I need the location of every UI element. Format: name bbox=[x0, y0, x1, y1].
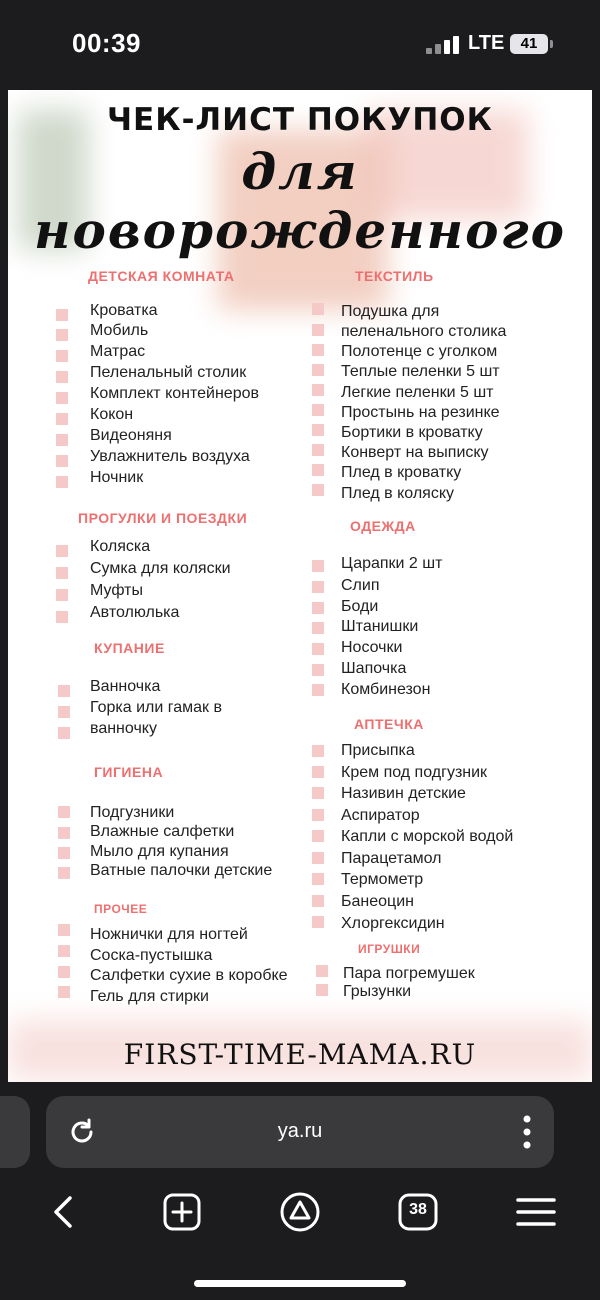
checkbox[interactable] bbox=[58, 706, 70, 718]
section-heading: ПРОЧЕЕ bbox=[94, 902, 148, 916]
checkbox[interactable] bbox=[312, 916, 324, 928]
checkbox[interactable] bbox=[56, 434, 68, 446]
list-item: Автолюлька bbox=[90, 604, 180, 621]
list-item: Кокон bbox=[90, 406, 134, 423]
checkbox[interactable] bbox=[56, 309, 68, 321]
checkbox[interactable] bbox=[56, 413, 68, 425]
checkbox[interactable] bbox=[312, 602, 324, 614]
list-item: Парацетамол bbox=[341, 850, 442, 867]
menu-icon[interactable] bbox=[514, 1190, 558, 1234]
checkbox[interactable] bbox=[58, 966, 70, 978]
checkbox[interactable] bbox=[58, 827, 70, 839]
checkbox[interactable] bbox=[312, 622, 324, 634]
new-tab-icon[interactable] bbox=[160, 1190, 204, 1234]
list-item: Хлоргексидин bbox=[341, 915, 445, 932]
signal-icon bbox=[426, 36, 460, 54]
section-heading: ГИГИЕНА bbox=[94, 764, 164, 780]
list-item: Ножнички для ногтей bbox=[90, 926, 248, 943]
list-item: Мыло для купания bbox=[90, 843, 229, 860]
checkbox[interactable] bbox=[58, 727, 70, 739]
list-item: Ночник bbox=[90, 469, 144, 486]
list-item: Соска-пустышка bbox=[90, 947, 213, 964]
list-item: Влажные салфетки bbox=[90, 823, 235, 840]
checkbox[interactable] bbox=[312, 664, 324, 676]
checkbox[interactable] bbox=[312, 324, 324, 336]
checkbox[interactable] bbox=[316, 984, 328, 996]
checkbox[interactable] bbox=[312, 643, 324, 655]
list-item: Видеоняня bbox=[90, 427, 172, 444]
checkbox[interactable] bbox=[312, 852, 324, 864]
checkbox[interactable] bbox=[312, 745, 324, 757]
list-item: Аспиратор bbox=[341, 807, 420, 824]
list-item: Салфетки сухие в коробке bbox=[90, 967, 288, 984]
home-indicator[interactable] bbox=[194, 1280, 406, 1287]
checkbox[interactable] bbox=[312, 809, 324, 821]
checkbox[interactable] bbox=[312, 873, 324, 885]
checklist-subtitle: для новорожденного bbox=[34, 142, 566, 260]
checkbox[interactable] bbox=[56, 589, 68, 601]
list-item: Носочки bbox=[341, 639, 403, 656]
checkbox[interactable] bbox=[56, 567, 68, 579]
section-heading: ОДЕЖДА bbox=[350, 518, 416, 534]
checkbox[interactable] bbox=[58, 847, 70, 859]
checkbox[interactable] bbox=[312, 444, 324, 456]
checkbox[interactable] bbox=[56, 611, 68, 623]
list-item: Пара погремушек bbox=[343, 965, 475, 982]
checkbox[interactable] bbox=[56, 350, 68, 362]
checkbox[interactable] bbox=[312, 581, 324, 593]
checkbox[interactable] bbox=[58, 867, 70, 879]
checkbox[interactable] bbox=[56, 455, 68, 467]
list-item: Боди bbox=[341, 598, 379, 615]
list-item: Увлажнитель воздуха bbox=[90, 448, 250, 465]
list-item: Теплые пеленки 5 шт bbox=[341, 363, 500, 380]
checkbox[interactable] bbox=[58, 806, 70, 818]
list-item: Муфты bbox=[90, 582, 143, 599]
status-time: 00:39 bbox=[72, 28, 141, 58]
more-options-icon[interactable] bbox=[522, 1114, 532, 1150]
list-item: Штанишки bbox=[341, 618, 419, 635]
checkbox[interactable] bbox=[312, 364, 324, 376]
list-item: Комбинезон bbox=[341, 681, 431, 698]
checkbox[interactable] bbox=[312, 787, 324, 799]
list-item: Подушка для bbox=[341, 303, 440, 320]
section-heading: КУПАНИЕ bbox=[94, 640, 165, 656]
list-item: Коляска bbox=[90, 538, 151, 555]
list-item: ванночку bbox=[90, 720, 157, 737]
list-item: Подгузники bbox=[90, 804, 175, 821]
list-item: Комплект контейнеров bbox=[90, 385, 259, 402]
list-item: Матрас bbox=[90, 343, 146, 360]
checkbox[interactable] bbox=[58, 945, 70, 957]
list-item: Царапки 2 шт bbox=[341, 555, 443, 572]
checkbox[interactable] bbox=[58, 685, 70, 697]
list-item: Присыпка bbox=[341, 742, 415, 759]
checklist-title: ЧЕК-ЛИСТ ПОКУПОК bbox=[107, 102, 493, 138]
list-item: Шапочка bbox=[341, 660, 407, 677]
checkbox[interactable] bbox=[56, 392, 68, 404]
section-heading: ПРОГУЛКИ И ПОЕЗДКИ bbox=[78, 510, 248, 526]
section-heading: ИГРУШКИ bbox=[358, 942, 421, 956]
list-item: Ватные палочки детские bbox=[90, 862, 273, 879]
list-item: Кроватка bbox=[90, 302, 158, 319]
list-item: пеленального столика bbox=[341, 323, 507, 340]
list-item: Гель для стирки bbox=[90, 988, 209, 1005]
list-item: Банеоцин bbox=[341, 893, 414, 910]
tab-count: 38 bbox=[409, 1201, 427, 1218]
checkbox[interactable] bbox=[312, 560, 324, 572]
list-item: Полотенце с уголком bbox=[341, 343, 498, 360]
list-item: Грызунки bbox=[343, 983, 412, 1000]
previous-tab-peek[interactable] bbox=[0, 1096, 30, 1168]
checkbox[interactable] bbox=[56, 371, 68, 383]
list-item: Простынь на резинке bbox=[341, 404, 500, 421]
list-item: Горка или гамак в bbox=[90, 699, 222, 716]
tabs-counter[interactable] bbox=[396, 1190, 440, 1234]
section-heading: ДЕТСКАЯ КОМНАТА bbox=[88, 268, 235, 284]
back-icon[interactable] bbox=[42, 1190, 86, 1234]
network-type: LTE bbox=[468, 32, 505, 54]
section-heading: ТЕКСТИЛЬ bbox=[355, 268, 434, 284]
checkbox[interactable] bbox=[312, 464, 324, 476]
list-item: Конверт на выписку bbox=[341, 444, 489, 461]
checkbox[interactable] bbox=[58, 924, 70, 936]
alice-assistant-icon[interactable] bbox=[278, 1190, 322, 1234]
list-item: Плед в коляску bbox=[341, 485, 455, 502]
checkbox[interactable] bbox=[316, 965, 328, 977]
list-item: Термометр bbox=[341, 871, 424, 888]
list-item: Легкие пеленки 5 шт bbox=[341, 384, 494, 401]
checkbox[interactable] bbox=[56, 476, 68, 488]
list-item: Мобиль bbox=[90, 322, 149, 339]
list-item: Плед в кроватку bbox=[341, 464, 462, 481]
list-item: Ванночка bbox=[90, 678, 161, 695]
checkbox[interactable] bbox=[312, 344, 324, 356]
site-watermark: FIRST-TIME-MAMA.RU bbox=[123, 1038, 477, 1071]
checkbox[interactable] bbox=[312, 684, 324, 696]
section-heading: АПТЕЧКА bbox=[354, 716, 424, 732]
checkbox[interactable] bbox=[56, 329, 68, 341]
list-item: Сумка для коляски bbox=[90, 560, 231, 577]
address-bar[interactable] bbox=[46, 1096, 554, 1168]
checkbox[interactable] bbox=[56, 545, 68, 557]
battery-icon: 41 bbox=[510, 34, 548, 54]
checkbox[interactable] bbox=[312, 424, 324, 436]
list-item: Називин детские bbox=[341, 785, 466, 802]
list-item: Бортики в кроватку bbox=[341, 424, 483, 441]
checkbox[interactable] bbox=[312, 895, 324, 907]
status-bar bbox=[0, 0, 600, 90]
checkbox[interactable] bbox=[58, 986, 70, 998]
url-text[interactable]: ya.ru bbox=[277, 1120, 323, 1142]
list-item: Крем под подгузник bbox=[341, 764, 488, 781]
checkbox[interactable] bbox=[312, 830, 324, 842]
checkbox[interactable] bbox=[312, 484, 324, 496]
list-item: Слип bbox=[341, 577, 380, 594]
list-item: Пеленальный столик bbox=[90, 364, 247, 381]
checkbox[interactable] bbox=[312, 766, 324, 778]
checkbox[interactable] bbox=[312, 303, 324, 315]
checklist-image bbox=[8, 90, 592, 1082]
checkbox[interactable] bbox=[312, 384, 324, 396]
list-item: Капли с морской водой bbox=[341, 828, 514, 845]
checkbox[interactable] bbox=[312, 404, 324, 416]
